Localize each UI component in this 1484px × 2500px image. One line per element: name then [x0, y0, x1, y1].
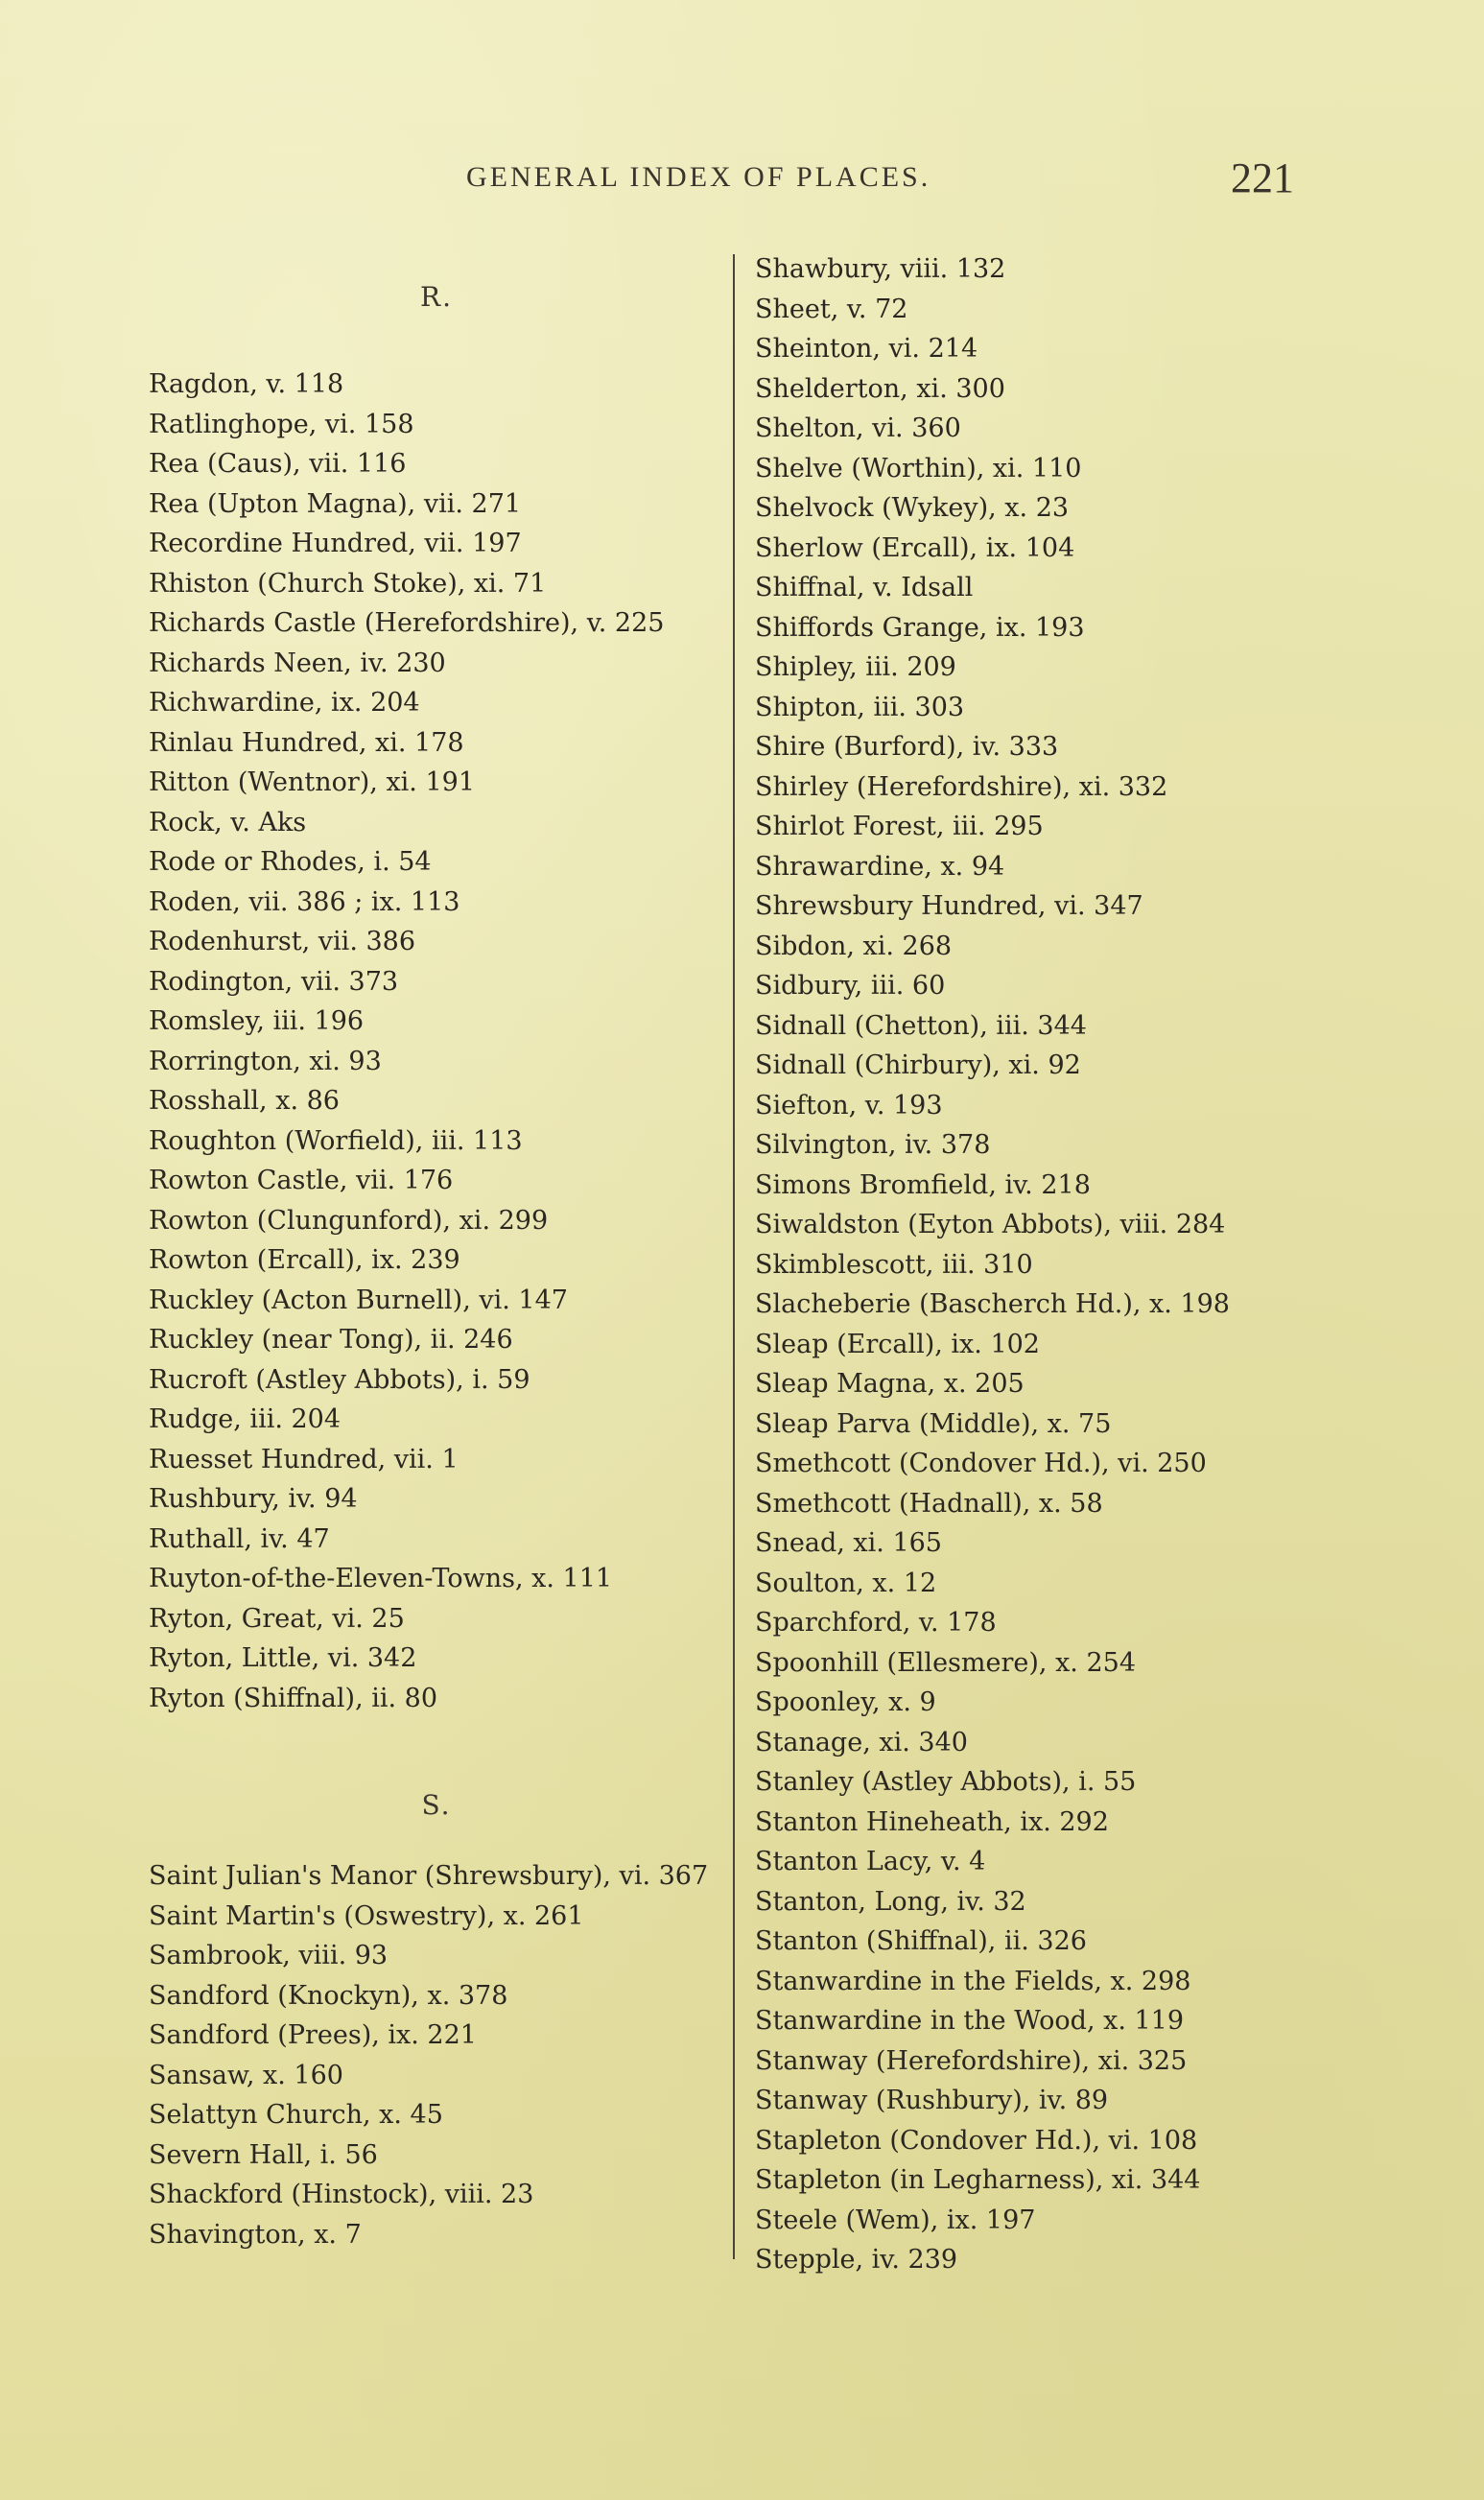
- index-entry: Siefton, v. 193: [755, 1090, 943, 1120]
- index-entry: Rowton (Ercall), ix. 239: [149, 1245, 460, 1275]
- index-entry: Romsley, iii. 196: [149, 1006, 365, 1036]
- index-entry: Shirley (Herefordshire), xi. 332: [755, 771, 1168, 802]
- index-entry: Sleap (Ercall), ix. 102: [755, 1329, 1040, 1359]
- index-entry: Sparchford, v. 178: [755, 1608, 997, 1638]
- index-entry: Rea (Caus), vii. 116: [149, 449, 407, 479]
- index-entry: Stapleton (Condover Hd.), vi. 108: [755, 2125, 1198, 2156]
- index-entry: Sidnall (Chirbury), xi. 92: [755, 1050, 1081, 1080]
- index-entry: Stanton Lacy, v. 4: [755, 1847, 986, 1876]
- index-entry: Ruckley (near Tong), ii. 246: [149, 1325, 513, 1355]
- index-entry: Stanage, xi. 340: [755, 1727, 968, 1757]
- index-entry: Spoonley, x. 9: [755, 1687, 936, 1717]
- index-entry: Rhiston (Church Stoke), xi. 71: [149, 568, 547, 599]
- index-entry: Rorrington, xi. 93: [149, 1046, 382, 1076]
- index-entry: Richards Castle (Herefordshire), v. 225: [149, 608, 665, 638]
- index-entry: Snead, xi. 165: [755, 1528, 942, 1558]
- index-entry: Sandford (Knockyn), x. 378: [149, 1980, 508, 2011]
- index-entry: Silvington, iv. 378: [755, 1130, 991, 1160]
- index-entry: Shelton, vi. 360: [755, 413, 961, 443]
- s-entries-list: [149, 1856, 724, 2254]
- index-entry: Sambrook, viii. 93: [149, 1941, 389, 1970]
- index-entry: Slacheberie (Bascherch Hd.), x. 198: [755, 1289, 1230, 1319]
- index-entry: Severn Hall, i. 56: [149, 2139, 378, 2170]
- index-entry: Shipley, iii. 209: [755, 652, 956, 682]
- index-entry: Shrewsbury Hundred, vi. 347: [755, 891, 1143, 921]
- index-entry: Shire (Burford), iv. 333: [755, 732, 1059, 762]
- index-entry: Rock, v. Aks: [149, 807, 307, 837]
- index-entry: Stanton Hineheath, ix. 292: [755, 1806, 1109, 1837]
- index-entry: Sidnall (Chetton), iii. 344: [755, 1010, 1087, 1041]
- index-entry: Ryton, Little, vi. 342: [149, 1643, 417, 1673]
- index-entry: Sheinton, vi. 214: [755, 334, 978, 364]
- index-entry: Rodington, vii. 373: [149, 966, 399, 997]
- index-entry: Ruesset Hundred, vii. 1: [149, 1444, 459, 1474]
- r-entries-list: [149, 365, 724, 1718]
- index-entry: Ryton, Great, vi. 25: [149, 1603, 405, 1634]
- index-entry: Shirlot Forest, iii. 295: [755, 812, 1044, 841]
- index-entry: Stanton, Long, iv. 32: [755, 1886, 1026, 1917]
- index-entry: Shiffnal, v. Idsall: [755, 573, 974, 602]
- index-entry: Sleap Magna, x. 205: [755, 1369, 1025, 1399]
- index-entry: Siwaldston (Eyton Abbots), viii. 284: [755, 1210, 1226, 1239]
- section-heading-s: S.: [421, 1789, 452, 1821]
- index-entry: Rowton Castle, vii. 176: [149, 1166, 454, 1195]
- index-entry: Rode or Rhodes, i. 54: [149, 847, 432, 877]
- index-entry: Sansaw, x. 160: [149, 2060, 343, 2090]
- index-entry: Stapleton (in Legharness), xi. 344: [755, 2165, 1201, 2195]
- index-entry: Rowton (Clungunford), xi. 299: [149, 1205, 549, 1236]
- index-entry: Sibdon, xi. 268: [755, 931, 953, 961]
- index-entry: Sleap Parva (Middle), x. 75: [755, 1408, 1112, 1439]
- index-entry: Ryton (Shiffnal), ii. 80: [149, 1683, 438, 1713]
- index-entry: Saint Martin's (Oswestry), x. 261: [149, 1900, 584, 1931]
- right-entries-list: [755, 249, 1340, 2280]
- index-entry: Stanway (Herefordshire), xi. 325: [755, 2045, 1188, 2076]
- index-entry: Simons Bromfield, iv. 218: [755, 1169, 1091, 1200]
- index-entry: Ritton (Wentnor), xi. 191: [149, 767, 476, 797]
- index-entry: Shackford (Hinstock), viii. 23: [149, 2180, 534, 2209]
- index-entry: Ratlinghope, vi. 158: [149, 409, 414, 439]
- index-entry: Shiffords Grange, ix. 193: [755, 612, 1085, 643]
- index-entry: Rudge, iii. 204: [149, 1404, 342, 1434]
- index-entry: Stanway (Rushbury), iv. 89: [755, 2086, 1109, 2115]
- index-entry: Steele (Wem), ix. 197: [755, 2205, 1036, 2235]
- index-entry: Richwardine, ix. 204: [149, 688, 420, 718]
- index-entry: Soulton, x. 12: [755, 1568, 937, 1598]
- index-entry: Ruckley (Acton Burnell), vi. 147: [149, 1285, 568, 1315]
- index-entry: Shipton, iii. 303: [755, 692, 965, 722]
- running-title: GENERAL INDEX OF PLACES.: [466, 161, 931, 193]
- index-entry: Shelderton, xi. 300: [755, 373, 1005, 404]
- index-entry: Ragdon, v. 118: [149, 369, 344, 399]
- index-entry: Sheet, v. 72: [755, 294, 908, 324]
- left-column: [149, 269, 724, 2254]
- index-entry: Shelvock (Wykey), x. 23: [755, 493, 1070, 523]
- column-divider: [733, 254, 735, 2259]
- index-entry: Rushbury, iv. 94: [149, 1484, 358, 1514]
- index-entry: Rinlau Hundred, xi. 178: [149, 727, 464, 758]
- index-entry: Shavington, x. 7: [149, 2219, 362, 2250]
- index-entry: Ruthall, iv. 47: [149, 1523, 330, 1554]
- right-column: [755, 249, 1340, 2280]
- index-entry: Sandford (Prees), ix. 221: [149, 2020, 477, 2050]
- index-entry: Rodenhurst, vii. 386: [149, 927, 416, 956]
- index-entry: Rosshall, x. 86: [149, 1086, 340, 1116]
- index-entry: Spoonhill (Ellesmere), x. 254: [755, 1647, 1136, 1678]
- index-entry: Stanwardine in the Fields, x. 298: [755, 1966, 1191, 1996]
- section-heading-r: R.: [420, 281, 453, 313]
- index-entry: Saint Julian's Manor (Shrewsbury), vi. 367: [149, 1861, 709, 1891]
- index-entry: Selattyn Church, x. 45: [149, 2100, 443, 2130]
- index-entry: Richards Neen, iv. 230: [149, 648, 446, 678]
- index-entry: Rucroft (Astley Abbots), i. 59: [149, 1364, 530, 1395]
- index-entry: Sherlow (Ercall), ix. 104: [755, 532, 1075, 563]
- index-entry: Stepple, iv. 239: [755, 2245, 958, 2275]
- index-entry: Shrawardine, x. 94: [755, 851, 1005, 882]
- index-entry: Roden, vii. 386 ; ix. 113: [149, 886, 460, 917]
- index-entry: Recordine Hundred, vii. 197: [149, 529, 522, 558]
- index-entry: Shawbury, viii. 132: [755, 254, 1006, 284]
- index-entry: Smethcott (Condover Hd.), vi. 250: [755, 1449, 1207, 1478]
- index-entry: Stanwardine in the Wood, x. 119: [755, 2006, 1185, 2036]
- index-entry: Shelve (Worthin), xi. 110: [755, 453, 1082, 483]
- index-entry: Smethcott (Hadnall), x. 58: [755, 1488, 1103, 1519]
- index-entry: Ruyton-of-the-Eleven-Towns, x. 111: [149, 1564, 613, 1593]
- index-entry: Stanton (Shiffnal), ii. 326: [755, 1926, 1087, 1956]
- index-entry: Sidbury, iii. 60: [755, 971, 946, 1001]
- index-entry: Roughton (Worfield), iii. 113: [149, 1125, 523, 1156]
- index-entry: Stanley (Astley Abbots), i. 55: [755, 1767, 1137, 1797]
- index-entry: Skimblescott, iii. 310: [755, 1249, 1033, 1280]
- index-entry: Rea (Upton Magna), vii. 271: [149, 488, 522, 519]
- page-number: 221: [1231, 154, 1294, 201]
